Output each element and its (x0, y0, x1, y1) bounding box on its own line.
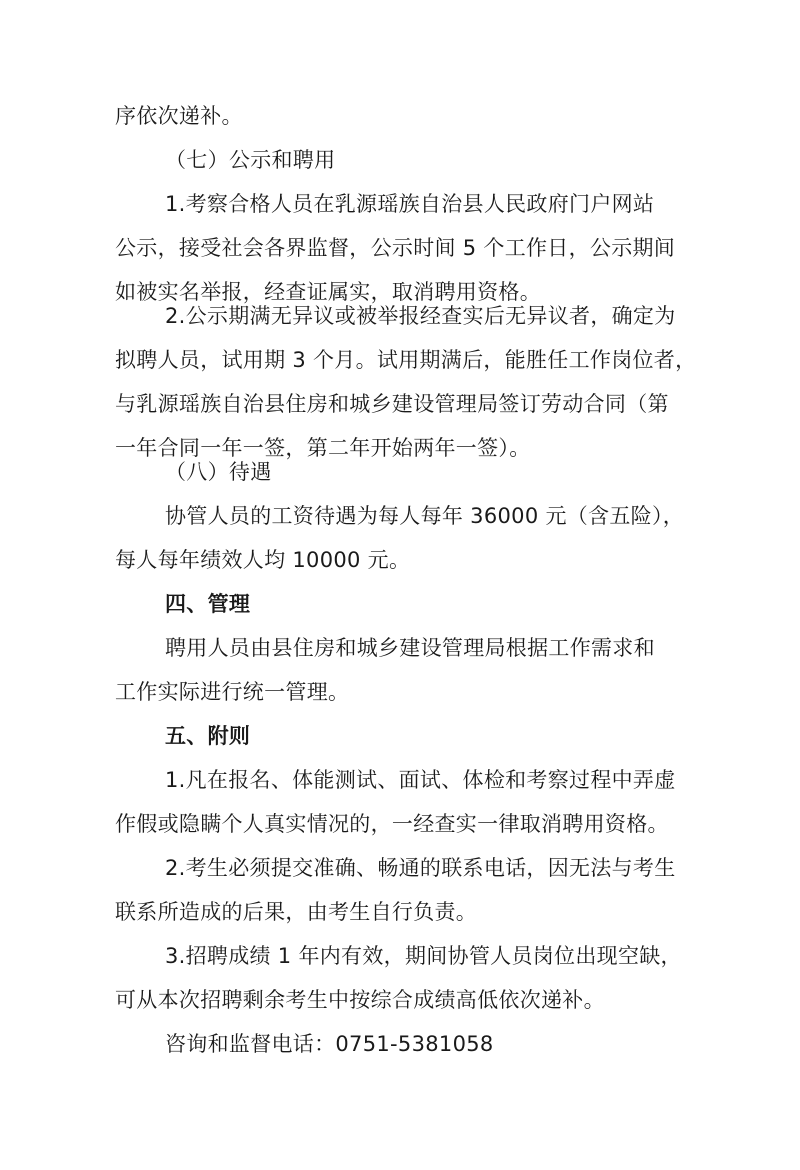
paragraph-line (165, 936, 800, 976)
paragraph-line (165, 184, 800, 224)
section-heading-benefits (165, 452, 800, 492)
text-line: 1.凡在报名、体能测试、面试、体检和考察过程中弄虚 (165, 768, 676, 792)
paragraph-line (165, 760, 800, 800)
text-line: 3.招聘成绩 1 年内有效，期间协管人员岗位出现空缺， (165, 944, 682, 968)
text-line: 联系所造成的后果，由考生自行负责。 (115, 900, 478, 924)
text-line: 一年合同一年一签，第二年开始两年一签）。 (115, 436, 531, 460)
text-line: 聘用人员由县住房和城乡建设管理局根据工作需求和 (165, 636, 655, 660)
paragraph-line (115, 672, 800, 712)
paragraph-line (115, 892, 800, 932)
heading-text: 四、管理 (165, 592, 251, 616)
section-heading-supplementary (165, 716, 800, 756)
text-line: 工作实际进行统一管理。 (115, 680, 350, 704)
paragraph-line (115, 384, 800, 424)
paragraph-line (115, 804, 800, 844)
text-line: 2.公示期满无异议或被举报经查实后无异议者，确定为 (165, 304, 676, 328)
contact-phone-line (165, 1024, 800, 1064)
paragraph-line (165, 296, 800, 336)
paragraph-line (115, 980, 800, 1020)
text-line: 1.考察合格人员在乳源瑶族自治县人民政府门户网站 (165, 192, 655, 216)
heading-text: 五、附则 (165, 724, 251, 748)
text-line: 每人每年绩效人均 10000 元。 (115, 548, 411, 572)
paragraph-continuation (115, 96, 800, 136)
text-line: 如被实名举报，经查证属实，取消聘用资格。 (115, 280, 541, 304)
section-heading-management (165, 584, 800, 624)
paragraph-line (165, 496, 800, 536)
text-line: 可从本次招聘剩余考生中按综合成绩高低依次递补。 (115, 988, 605, 1012)
paragraph-line (115, 340, 800, 380)
paragraph-line (115, 228, 800, 268)
heading-text: （七）公示和聘用 (165, 148, 336, 172)
heading-text: （八）待遇 (165, 460, 272, 484)
text-line: 与乳源瑶族自治县住房和城乡建设管理局签订劳动合同（第 (115, 392, 669, 416)
paragraph-line (115, 540, 800, 580)
text-line: 协管人员的工资待遇为每人每年 36000 元（含五险）， (165, 504, 685, 528)
paragraph-line (165, 628, 800, 668)
paragraph-line (165, 848, 800, 888)
text-line: 咨询和监督电话：0751-5381058 (165, 1032, 494, 1056)
text-line: 公示，接受社会各界监督，公示时间 5 个工作日，公示期间 (115, 236, 676, 260)
text-line: 拟聘人员，试用期 3 个月。试用期满后，能胜任工作岗位者， (115, 348, 697, 372)
section-heading-publicity (165, 140, 800, 180)
text-line: 序依次递补。 (115, 104, 243, 128)
text-line: 2.考生必须提交准确、畅通的联系电话，因无法与考生 (165, 856, 676, 880)
text-line: 作假或隐瞒个人真实情况的，一经查实一律取消聘用资格。 (115, 812, 669, 836)
